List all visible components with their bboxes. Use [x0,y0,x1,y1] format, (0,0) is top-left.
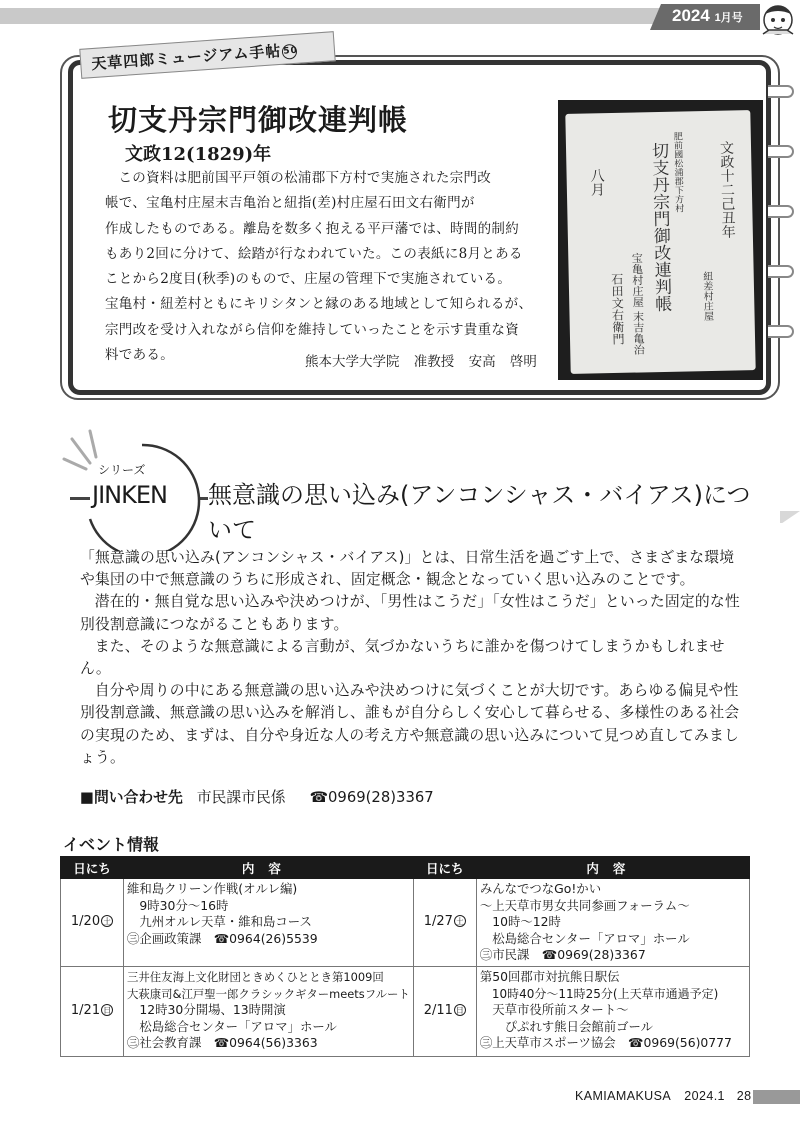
event-line: ㊂上天草市スポーツ協会 ☎0969(56)0777 [479,1035,732,1051]
event-line: みんなでつなGo!かい [479,881,602,896]
article-paragraph: 自分や周りの中にある無意識の思い込みや決めつけに気づくことが大切です。あらゆる偏見や性別役割意識、無意識の思い込みを解消し、誰もが自分らしく安心して暮らせる、多様性のある社会の実現のため、まずは、自分や身近な人の考え方や無意識の思い込みについて見つめ直してみましょう。 [80,682,740,766]
event-line: 九州オルレ天草・維和島コース [139,914,312,930]
issue-year: 2024 [672,6,710,25]
photo-text: 八月 [588,168,606,197]
event-weekday: 日 [455,1006,464,1016]
mascot-icon [757,0,799,40]
article-body [80,547,745,769]
desc-line: 宝亀村・紐差村ともにキリシタンと縁のある地域として知られるが、 [105,296,533,313]
ring-icon [768,205,794,218]
event-line: ㊂社会教育課 ☎0964(56)3363 [127,1035,318,1051]
ring-icon [768,265,794,278]
article-paragraph: 「無意識の思い込み(アンコンシャス・バイアス)」とは、日常生活を過ごす上で、さまざまな環境や集団の中で無意識のうちに形成され、固定概念・観念となっていく思い込みのことです。 [80,549,735,589]
document-title: 切支丹宗門御改連判帳 [108,103,409,137]
event-date [61,879,124,967]
desc-line: 料である。 [105,347,174,364]
desc-line: もあり2回に分けて、絵踏が行なわれていた。この表紙に8月とある [105,245,523,262]
table-row [61,879,750,967]
event-line: ～上天草市男女共同参画フォーラム～ [479,897,690,913]
ring-icon [768,85,794,98]
magazine-name: KAMIAMAKUSA [575,1089,671,1103]
event-weekday: 土 [103,917,112,927]
document-description [105,166,550,368]
event-line: 第50回郡市対抗熊日駅伝 [479,968,620,984]
article-paragraph: 潜在的・無自覚な思い込みや決めつけが、「男性はこうだ」「女性はこうだ」といった固定的な性別役割意識につながることもあります。 [80,593,740,633]
event-line: 三井住友海上文化財団ときめくひととき第1009回 [127,969,384,984]
page-footer [575,1089,752,1103]
jinken-word: JINKEN [92,481,167,509]
contact-phone: ☎0969(28)3367 [309,789,434,806]
event-line: 12時30分開場、13時開演 [139,1002,286,1018]
desc-line: 作成したものである。離島を数多く抱える平戸藩では、時間的制約 [105,220,519,237]
photo-text: 紐差村庄屋 [700,270,713,322]
desc-line: この資料は肥前国平戸領の松浦郡下方村で実施された宗門改 [118,170,492,186]
ring-icon [768,145,794,158]
page-header [0,0,800,40]
event-weekday: 日 [103,1006,112,1016]
event-line: 天草市役所前スタート～ [492,1002,629,1018]
col-content: 内容 [476,857,749,879]
issue-month: 1月号 [714,12,743,24]
page-number: 28 [736,1089,752,1103]
event-day: 1/20 [70,914,101,930]
table-row [61,966,750,1056]
document-cover [565,110,755,374]
issue-label [672,6,743,26]
photo-text: 石田文右衛門 [609,272,626,346]
photo-text: 宝亀村庄屋 末吉亀治 [630,252,646,356]
col-day: 日にち [61,857,124,879]
article-title: 無意識の思い込み(アンコンシャス・バイアス)について [208,475,780,545]
event-line: 10時40分～11時25分(上天草市通過予定) [491,986,719,1001]
article-paragraph: また、そのような無意識による言動が、気づかないうちに誰かを傷つけてしまうかもしれません。 [80,637,725,678]
jinken-heading [60,425,780,544]
contact-department: 市民課市民係 [196,789,286,806]
event-date [413,879,476,967]
event-details [476,879,749,967]
event-details [124,966,414,1056]
event-line: ㊂市民課 ☎0969(28)3367 [479,947,646,963]
event-line: 松島総合センター「アロマ」ホール [139,1018,337,1034]
series-label: シリーズ [98,463,146,477]
events-header-row [61,857,750,879]
document-author: 熊本大学大学院 准教授 安高 啓明 [305,354,537,370]
desc-line: 帳で、宝亀村庄屋末吉亀治と紐指(差)村庄屋石田文右衛門が [105,195,475,212]
event-line: 維和島クリーン作戦(オルレ編) [127,881,298,896]
document-photo [558,100,763,380]
event-line: 大萩康司&江戸聖一郎クラシックギターmeetsフルート [127,986,410,1001]
event-date [413,966,476,1056]
contact-label: ■問い合わせ先 [80,789,183,806]
desc-line: 宗門改を受け入れながら信仰を維持していったことを示す貴重な資 [105,321,519,338]
event-day: 1/21 [70,1003,101,1019]
footer-bar [753,1090,800,1104]
events-table [60,856,750,1057]
event-details [476,966,749,1056]
col-day: 日にち [413,857,476,879]
notebook-rings [768,85,800,385]
photo-text: 切支丹宗門御改連判帳 [647,141,672,313]
event-line: ぴぷれす熊日会館前ゴール [504,1018,654,1034]
photo-text: 文政十二己丑年 [717,140,736,239]
event-day: 2/11 [423,1003,453,1019]
event-line: 9時30分～16時 [139,897,229,913]
ring-icon [768,325,794,338]
desc-line: ことから2度目(秋季)のもので、庄屋の管理下で実施されている。 [105,271,512,288]
events-title: イベント情報 [63,835,160,854]
event-day: 1/27 [423,914,453,930]
event-details [124,879,414,967]
event-date [61,966,124,1056]
header-band [0,8,745,24]
museum-label-text: 天草四郎ミュージアム手帖 [90,41,282,74]
col-content: 内容 [124,857,414,879]
footer-issue: 2024.1 [684,1089,725,1103]
document-date: 文政12(1829)年 [125,144,272,165]
event-line: 10時～12時 [492,914,561,930]
event-line: 松島総合センター「アロマ」ホール [492,930,690,946]
photo-text: 肥前國松浦郡下方村 [671,131,684,213]
event-line: ㊂企画政策課 ☎0964(26)5539 [127,930,318,946]
contact-info [80,786,434,807]
museum-number: 50 [282,44,298,60]
event-weekday: 土 [455,917,464,927]
